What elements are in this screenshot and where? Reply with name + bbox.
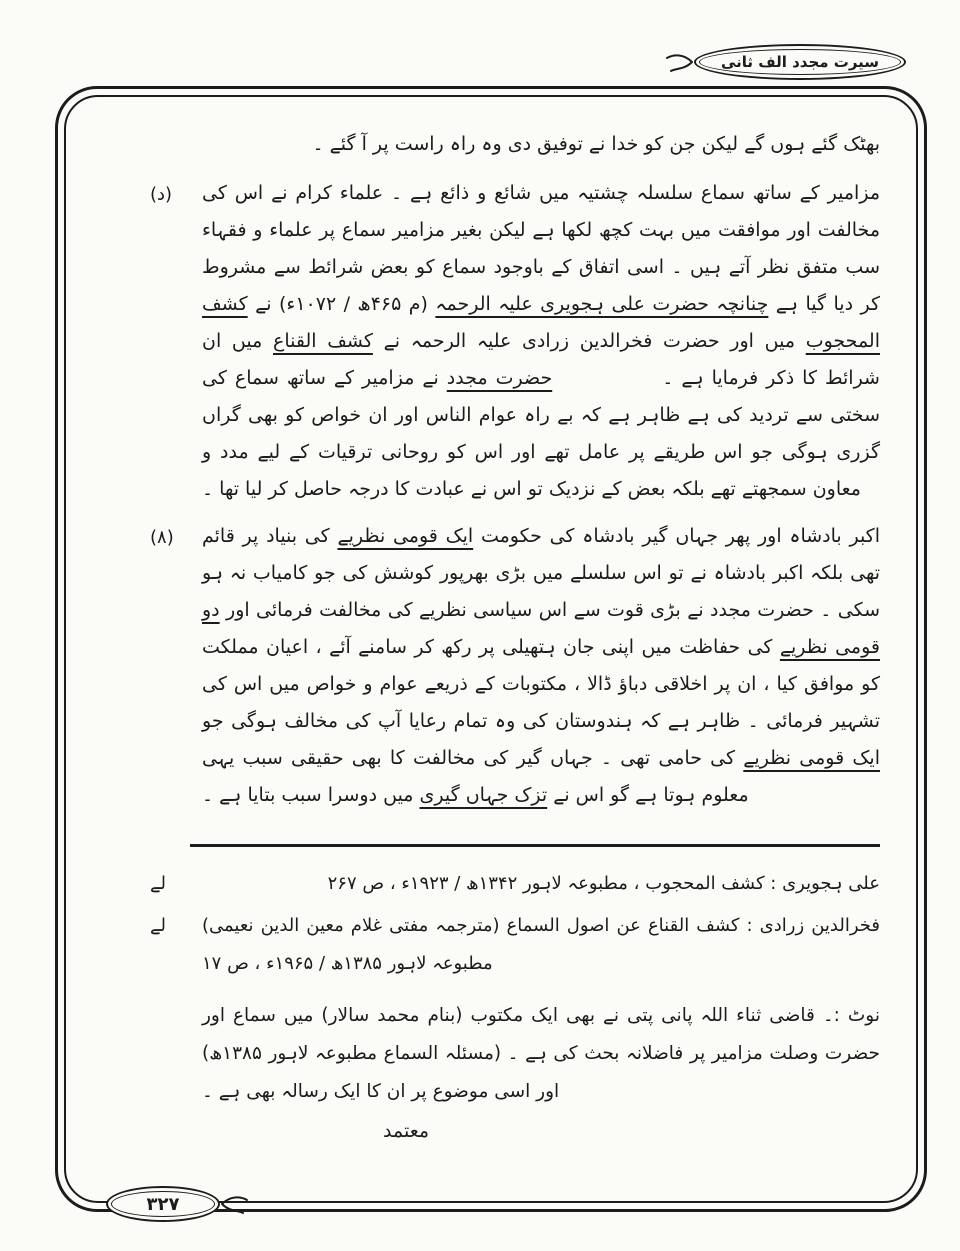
- text-segment: کشف القناع: [273, 330, 373, 352]
- text-segment: (م ۴۶۵ھ / ۱۰۷۲ء) نے: [247, 293, 436, 315]
- text-segment: دو قومی نظریے: [202, 599, 880, 658]
- text-segment: ایک قومی نظریے: [337, 525, 474, 547]
- text-segment: کی حامی تھی ۔ جہاں گیر کی مخالفت کا بھی حقیقی سبب یہی معلوم ہوتا ہے گو اس نے: [202, 747, 749, 806]
- text-segment: چنانچہ حضرت علی ہجویری علیہ الرحمہ: [435, 293, 769, 315]
- footnote-separator-rule: [190, 844, 880, 847]
- text-segment: تزک جہاں گیری: [419, 784, 548, 806]
- text-segment: میں اور حضرت فخرالدین زرادی علیہ الرحمہ نے: [372, 330, 806, 352]
- item-marker: (د): [150, 184, 173, 205]
- body-item-dal: [150, 175, 880, 508]
- paragraph-continuation: بھٹک گئے ہوں گے لیکن جن کو خدا نے توفیق دی وہ راہ راست پر آ گئے ۔: [312, 133, 880, 155]
- text-segment: میں ان شرائط کا ذکر فرمایا ہے ۔: [202, 330, 880, 389]
- footnote-text: علی ہجویری : کشف المحجوب ، مطبوعہ لاہور ۱۳۴۲ھ / ۱۹۲۳ء ، ص ۲۶۷: [327, 872, 880, 894]
- header-title-cartouche: [694, 44, 906, 80]
- footnote-marker: لے: [150, 872, 167, 894]
- page-body: [150, 126, 880, 1111]
- text-segment: اکبر بادشاہ اور پھر جہاں گیر بادشاہ کی حکومت: [473, 525, 881, 547]
- footnote-marker: لے: [150, 914, 167, 936]
- text-segment: میں دوسرا سبب بتایا ہے ۔: [202, 784, 420, 806]
- item-marker: (۸): [150, 527, 174, 548]
- note-text: نوٹ :۔ قاضی ثناء اللہ پانی پتی نے بھی ایک مکتوب (بنام محمد سالار) میں سماع اور حضرت وصلت مزامیر پر فاضلانہ بحث کی ہے ۔ (مسئلہ السماع مطبوعہ لاہور ۱۳۸۵ھ) اور اسی موضوع پر ان کا ایک رسالہ بھی ہے ۔: [202, 1004, 880, 1102]
- item-text: [202, 175, 880, 508]
- flourish-icon: [220, 1192, 250, 1216]
- footnote-entry-2: [150, 907, 880, 983]
- page-number: ۳۲۷: [146, 1193, 180, 1215]
- footnote-note-row: [150, 997, 880, 1111]
- footnote-entry-1: [150, 865, 880, 903]
- text-segment: نے مزامیر کے ساتھ سماع کی سختی سے تردید کی ہے ظاہر ہے کہ بے راہ عوام الناس اور ان خواص کو بھی گراں گزری ہوگی جو اس طریقے پر عامل تھے اور اس کو روحانی ترقیات کے لیے مدد و معاون سمجھتے تھے بلکہ بعض کے نزدیک تو اس نے عبادت کا درجہ حاصل کر لیا تھا ۔: [202, 367, 880, 500]
- flourish-icon: [664, 50, 694, 74]
- text-segment: ایک قومی نظریے: [743, 747, 880, 769]
- book-title: سیرت مجدد الف ثانی: [720, 53, 880, 71]
- text-segment: کی حفاظت میں اپنی جان ہتھیلی پر رکھ کر سامنے آئے ، اعیان مملکت کو موافق کیا ، ان پر اخلاقی دباؤ ڈالا ، مکتوبات کے ذریعے عوام و خواص میں اس کی تشہیر فرمائی ۔ ظاہر ہے کہ ہندوستان کی وہ تمام رعایا آپ کی مخالف ہوگی جو: [202, 636, 880, 732]
- page-number-cartouche: [106, 1186, 220, 1222]
- text-segment: مزامیر کے ساتھ سماع سلسلہ چشتیہ میں شائع و ذائع ہے ۔ علماء کرام نے اس کی مخالفت اور موافقت میں بہت کچھ لکھا ہے لیکن بغیر مزامیر سماع پر علماء و فقہاء سب متفق نظر آتے ہیں ۔ اسی اتفاق کے باوجود سماع کو بعض شرائط سے مشروط کر دیا گیا ہے: [202, 182, 881, 315]
- text-segment: حضرت مجدد: [446, 367, 553, 389]
- footnote-text: فخرالدین زرادی : کشف القناع عن اصول السماع (مترجمہ مفتی غلام معین الدین نعیمی) مطبوعہ لاہور ۱۳۸۵ھ / ۱۹۶۵ء ، ص ۱۷: [202, 914, 880, 974]
- text-segment: کی بنیاد پر قائم تھی بلکہ اکبر بادشاہ نے تو اس سلسلے میں بڑی بھرپور کوشش کی جو کامیاب نہ ہو سکی ۔ حضرت مجدد نے بڑی قوت سے اس سیاسی نظریے کی مخالفت فرمائی اور: [202, 525, 880, 621]
- catchword: معتمد: [383, 1120, 430, 1142]
- item-text: [202, 518, 880, 814]
- text-segment: کشف المحجوب: [202, 293, 881, 352]
- body-item-8: [150, 518, 880, 814]
